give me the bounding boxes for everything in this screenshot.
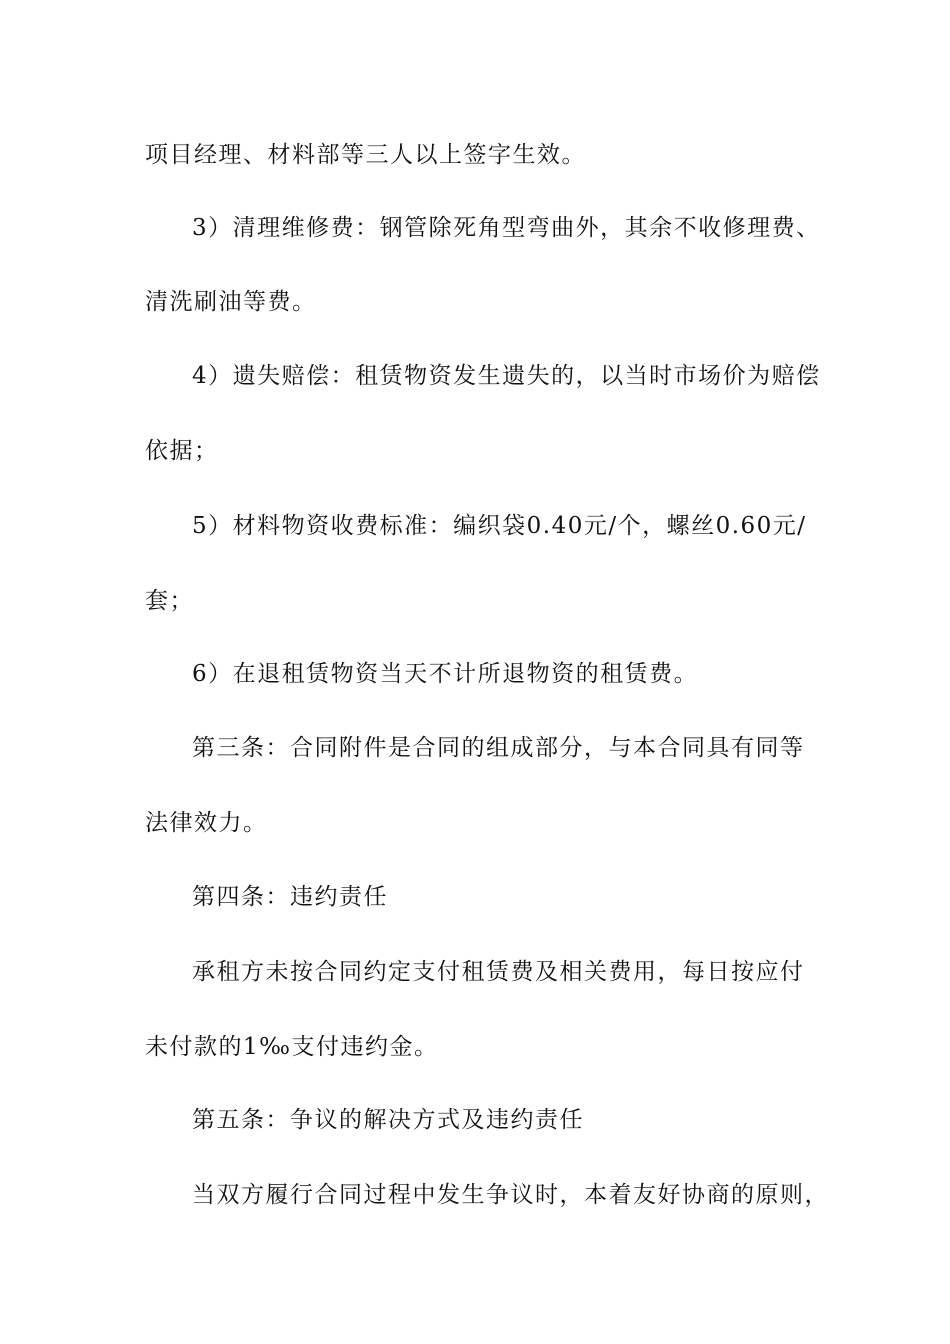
section-heading-4: 第四条：违约责任 — [192, 884, 388, 910]
text-line: 当双方履行合同过程中发生争议时，本着友好协商的原则， — [192, 1182, 829, 1208]
text-line: 4）遗失赔偿：租赁物资发生遗失的，以当时市场价为赔偿 — [192, 363, 821, 389]
text-line: 3）清理维修费：钢管除死角型弯曲外，其余不收修理费、 — [192, 215, 821, 241]
text-line: 5）材料物资收费标准：编织袋0.40元/个，螺丝0.60元/ — [192, 513, 807, 539]
section-heading-3: 第三条：合同附件是合同的组成部分，与本合同具有同等 — [192, 735, 805, 761]
text-line: 6）在退租赁物资当天不计所退物资的租赁费。 — [192, 661, 699, 687]
section-heading-5: 第五条：争议的解决方式及违约责任 — [192, 1107, 584, 1133]
text-line: 项目经理、材料部等三人以上签字生效。 — [145, 142, 586, 168]
text-line: 未付款的1‰支付违约金。 — [145, 1034, 439, 1060]
text-line: 清洗刷油等费。 — [145, 289, 317, 315]
text-line: 承租方未按合同约定支付租赁费及相关费用，每日按应付 — [192, 959, 805, 985]
text-line: 依据； — [145, 438, 219, 464]
text-line: 法律效力。 — [145, 810, 268, 836]
text-line: 套； — [145, 588, 194, 614]
